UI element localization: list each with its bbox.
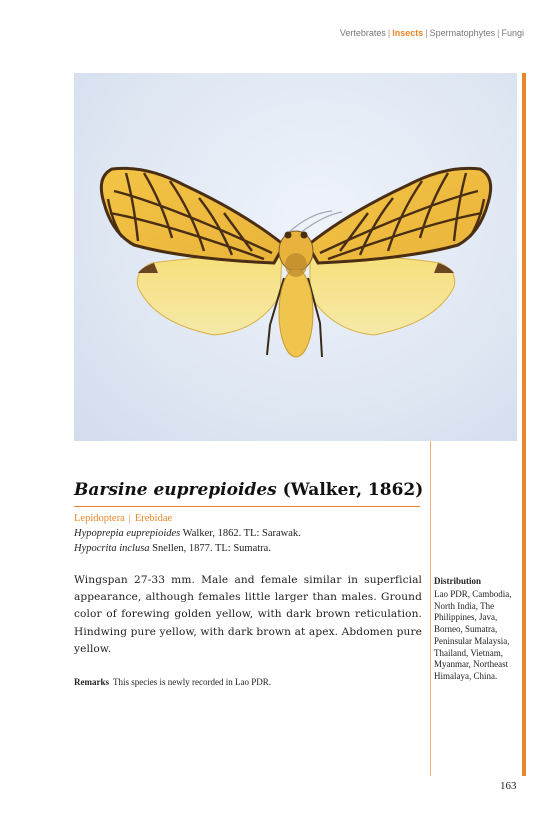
synonym-name: Hypocrita inclusa (74, 543, 150, 554)
page-number: 163 (500, 780, 517, 792)
left-hindwing (137, 256, 282, 335)
distribution-line: Lao PDR, Cambodia, (434, 589, 512, 599)
synonym-citation: Walker, 1862. TL: Sarawak. (180, 528, 301, 539)
nav-separator: | (425, 28, 428, 38)
synonym-line (74, 543, 271, 554)
nav-separator: | (387, 28, 391, 38)
title-rule (74, 506, 420, 507)
distribution-list (434, 589, 516, 683)
distribution-line: Peninsular Malaysia, (434, 635, 510, 646)
synonym-line (74, 528, 301, 539)
species-name: Barsine euprepioides (74, 480, 277, 500)
species-title (74, 480, 424, 500)
moth-illustration (74, 73, 517, 441)
moth-specimen-photo (74, 73, 517, 441)
distribution-line: Myanmar, Northeast (434, 659, 509, 670)
moth-abdomen (279, 269, 313, 357)
taxon-separator: | (128, 513, 131, 524)
remarks-label: Remarks (74, 677, 109, 687)
nav-spermatophytes[interactable]: Spermatophytes (429, 28, 496, 38)
page-edge-bar (522, 73, 526, 776)
section-nav (340, 28, 524, 38)
column-divider (430, 441, 431, 776)
distribution-line: Philippines, Java, (434, 612, 498, 623)
remarks-text: This species is newly recorded in Lao PDR. (113, 677, 271, 687)
distribution-line: Himalaya, China. (434, 670, 498, 681)
distribution-line: North India, The (434, 600, 495, 611)
synonym-citation: Snellen, 1877. TL: Sumatra. (149, 543, 271, 554)
nav-fungi[interactable]: Fungi (501, 28, 524, 38)
nav-vertebrates[interactable]: Vertebrates (339, 28, 386, 38)
species-authority: (Walker, 1862) (282, 480, 424, 500)
synonym-name: Hypoprepia euprepioides (74, 528, 181, 539)
distribution-line: Thailand, Vietnam, (434, 647, 504, 658)
species-description: Wingspan 27-33 mm. Male and female similar in superficial appearance, although females little larger than males. Ground color of forewing golden yellow, with dark brown reticulation. Hindwing pure yellow, with dark brown at apex. Abdomen pure yellow. (74, 574, 422, 655)
distribution-line: Borneo, Sumatra, (434, 624, 498, 635)
nav-insects[interactable]: Insects (392, 28, 424, 38)
taxon-family: Erebidae (134, 513, 173, 524)
distribution-heading: Distribution (434, 576, 482, 586)
taxonomy-line (74, 513, 172, 524)
right-hindwing (310, 256, 455, 335)
taxon-order: Lepidoptera (74, 513, 125, 524)
remarks (74, 677, 271, 687)
nav-separator: | (497, 28, 500, 38)
